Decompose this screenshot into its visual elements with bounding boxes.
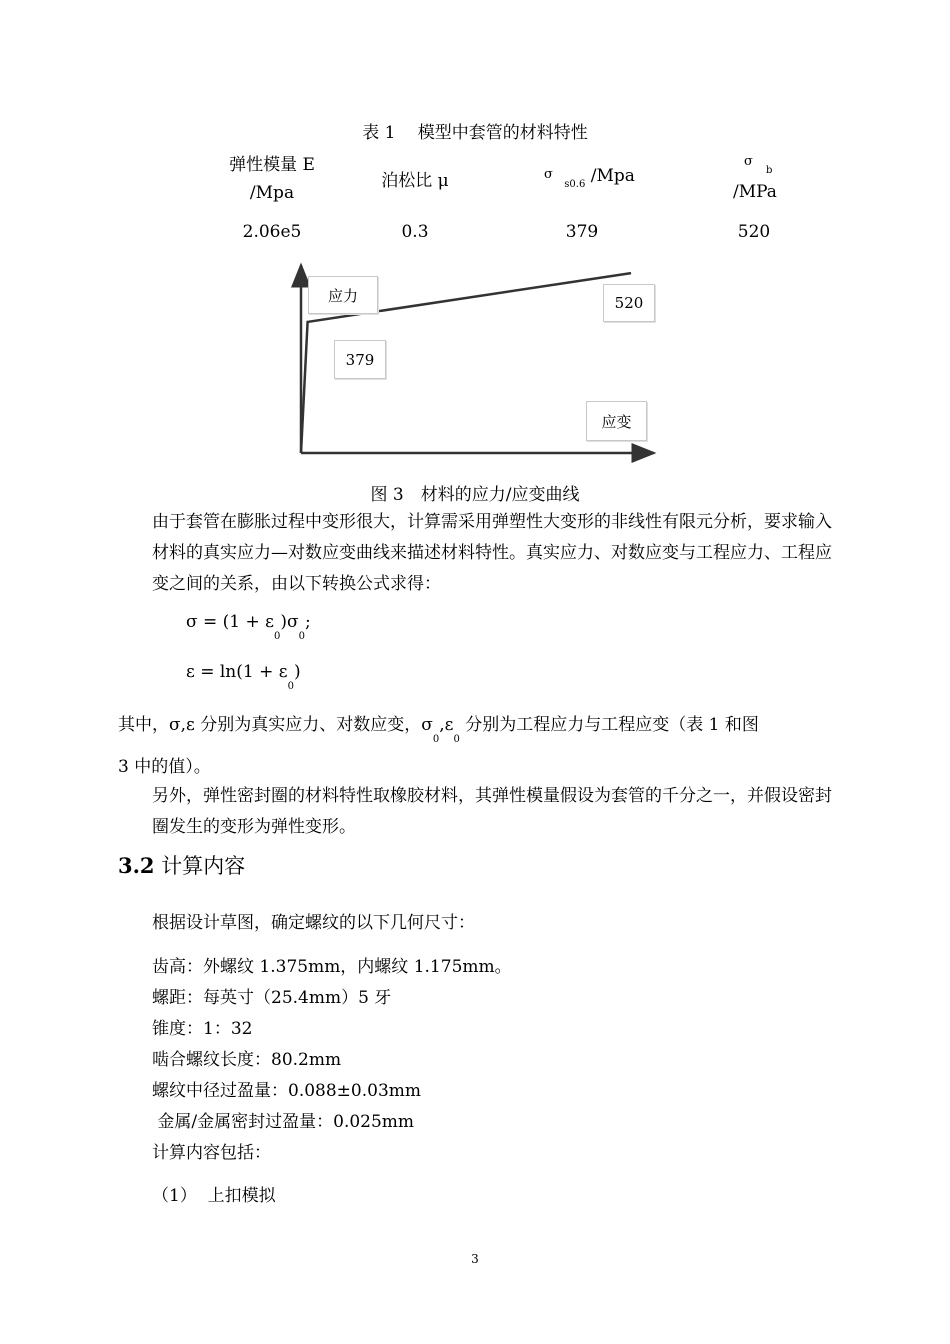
list-item: 齿高：外螺纹 1.375mm，内螺纹 1.175mm。 [152,957,512,977]
formula-1-sub2: 0 [298,631,305,642]
value-sigma-b: 520 [737,222,771,242]
paragraph-2-line-1 [118,710,759,745]
paragraph-3 [118,781,834,843]
section-heading [118,850,245,880]
section-title: 计算内容 [154,854,246,878]
value-sigma-s: 379 [565,222,599,242]
paragraph-2-f: 分别为工程应力与工程应变（表 1 和图 [459,715,759,735]
list-item: 螺纹中径过盈量：0.088±0.03mm [152,1081,422,1101]
paragraph-2-line-2: 3 中的值）。 [118,757,211,777]
formula-1-sub1: 0 [273,631,281,642]
header-sigma-b-unit: /MPa [733,182,777,202]
header-sigma-s-unit: /Mpa [590,166,635,186]
paragraph-2-c: 分别为真实应力、对数应变， [194,715,422,735]
header-elastic-modulus [212,150,332,203]
formula-1-main: σ = (1 + ε [186,612,274,632]
paragraph-1 [118,507,834,600]
page-number: 3 [471,1252,479,1266]
formula-1-end: ; [304,612,311,632]
header-sigma-s [544,166,635,190]
value-poisson-ratio: 0.3 [401,222,429,242]
formula-2-end: ) [293,662,301,682]
sublist-item: （1） 上扣模拟 [152,1186,276,1206]
formula-true-stress [186,612,311,642]
annotation-379: 379 [334,340,386,379]
table-caption: 表 1 模型中套管的材料特性 [362,123,588,143]
geometry-list [152,952,512,1169]
paragraph-2-b: σ,ε [169,715,195,735]
paragraph-2-d: σ [421,715,433,735]
paragraph-2-a: 其中， [118,715,169,735]
header-sigma-b [744,150,773,176]
paragraph-2-e-sub: 0 [453,734,460,745]
y-axis-label: 应力 [308,276,378,314]
list-item: 锥度：1：32 [152,1019,253,1039]
paragraph-1-text: 由于套管在膨胀过程中变形很大，计算需采用弹塑性大变形的非线性有限元分析，要求输入材料的真实应力—对数应变曲线来描述材料特性。真实应力、对数应变与工程应力、工程应变之间的关系，由以下转换公式求得： [152,512,832,594]
list-item: 金属/金属密封过盈量：0.025mm [152,1112,415,1132]
paragraph-2-e: ,ε [439,715,454,735]
figure-caption: 图 3 材料的应力/应变曲线 [370,485,580,505]
intro-text: 根据设计草图，确定螺纹的以下几何尺寸： [152,913,475,933]
header-elastic-modulus-line2: /Mpa [249,183,295,203]
formula-1-mid: )σ [280,612,299,632]
formula-2-main: ε = ln(1 + ε [186,662,288,682]
list-item: 螺距：每英寸（25.4mm）5 牙 [152,988,392,1008]
paragraph-3-text: 另外，弹性密封圈的材料特性取橡胶材料，其弹性模量假设为套管的千分之一，并假设密封圈发生的变形为弹性变形。 [152,786,832,837]
list-item: 啮合螺纹长度：80.2mm [152,1050,342,1070]
section-number: 3.2 [118,853,155,878]
header-sigma-s-sub: s0.6 [564,179,586,190]
value-elastic-modulus: 2.06e5 [242,222,302,242]
paragraph-2-d-sub: 0 [432,734,440,745]
header-poisson-ratio: 泊松比 μ [381,171,449,191]
formula-log-strain [186,662,301,692]
header-sigma-s-symbol: σ [544,167,553,182]
x-axis-label: 应变 [586,401,647,441]
header-elastic-modulus-line1: 弹性模量 E [229,155,315,175]
annotation-520: 520 [603,284,655,322]
list-item: 计算内容包括： [152,1143,271,1163]
formula-2-sub1: 0 [287,681,294,692]
header-sigma-b-sub: b [765,165,773,176]
header-sigma-b-symbol: σ [744,154,753,169]
